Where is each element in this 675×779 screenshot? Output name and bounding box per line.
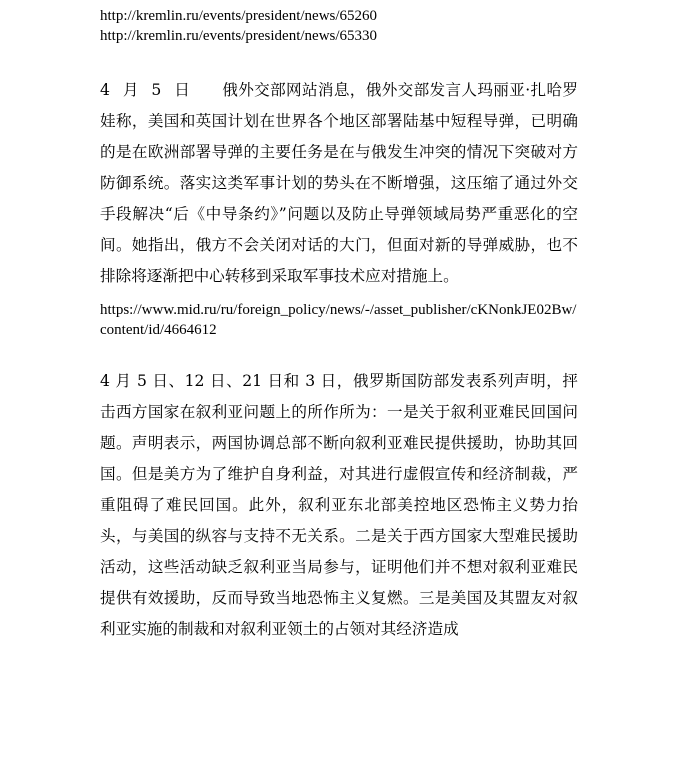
entry-1-paragraph [100, 75, 578, 292]
kremlin-link-1[interactable]: http://kremlin.ru/events/president/news/65260 [100, 8, 378, 24]
entry-2-paragraph: 4 月 5 日、12 日、21 日和 3 日，俄罗斯国防部发表系列声明，抨击西方国家在叙利亚问题上的所作所为：一是关于叙利亚难民回国问题。声明表示，两国协调总部不断向叙利亚难民提供援助，协助其回国。但是美方为了维护自身利益，对其进行虚假宣传和经济制裁，严重阻碍了难民回国。此外，叙利亚东北部美控地区恐怖主义势力抬头，与美国的纵容与支持不无关系。二是关于西方国家大型难民援助活动，这些活动缺乏叙利亚当局参与，证明他们并不想对叙利亚难民提供有效援助，反而导致当地恐怖主义复燃。三是美国及其盟友对叙利亚实施的制裁和对叙利亚领土的占领对其经济造成 [100, 372, 578, 638]
kremlin-link-2[interactable]: http://kremlin.ru/events/president/news/65330 [100, 28, 378, 44]
document-page [100, 6, 578, 645]
entry-1-text: 俄外交部网站消息，俄外交部发言人玛丽亚·扎哈罗娃称，美国和英国计划在世界各个地区部署陆基中短程导弹，已明确的是在欧洲部署导弹的主要任务是在与俄发生冲突的情况下突破对方防御系统。落实这类军事计划的势头在不断增强，这压缩了通过外交手段解决“后《中导条约》”问题以及防止导弹领域局势严重恶化的空间。她指出，俄方不会关闭对话的大门，但面对新的导弹威胁，也不排除将逐渐把中心转移到采取军事技术应对措施上。 [100, 81, 578, 285]
entry-1-date: 4 月 5 日 [100, 81, 194, 99]
mid-link[interactable]: https://www.mid.ru/ru/foreign_policy/news/-/asset_publisher/cKNonkJE02Bw/content/id/4664612 [100, 302, 577, 338]
top-links [100, 6, 578, 46]
entry-1-link-block [100, 300, 578, 340]
